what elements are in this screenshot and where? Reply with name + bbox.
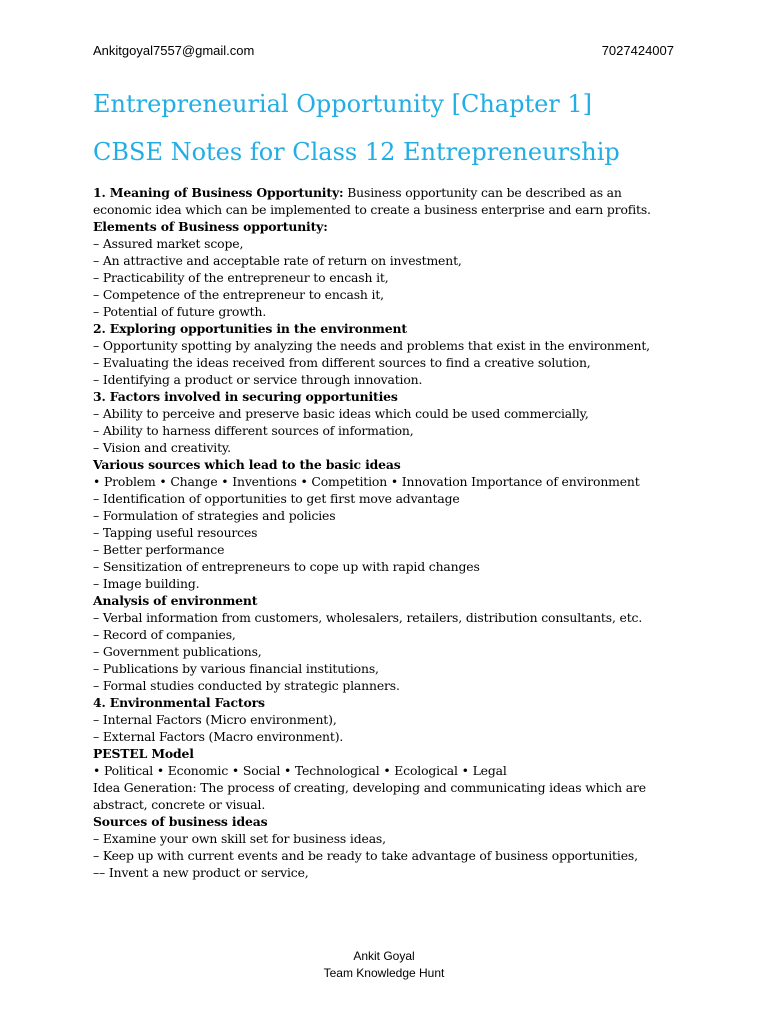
list-item: –– Invent a new product or service,: [93, 865, 309, 880]
list-item: – Ability to perceive and preserve basic ideas which could be used commercially,: [93, 406, 589, 421]
list-item: – Image building.: [93, 576, 200, 591]
list-item: – Vision and creativity.: [93, 440, 231, 455]
list-item: – Internal Factors (Micro environment),: [93, 712, 337, 727]
list-item: – Examine your own skill set for business ideas,: [93, 831, 386, 846]
list-item: – Practicability of the entrepreneur to encash it,: [93, 270, 389, 285]
list-item: – Better performance: [93, 542, 225, 557]
list-item: – Potential of future growth.: [93, 304, 267, 319]
notes-body: [93, 184, 683, 881]
list-item: – Competence of the entrepreneur to encash it,: [93, 287, 384, 302]
section-heading: Analysis of environment: [93, 593, 258, 608]
section-heading: Sources of business ideas: [93, 814, 268, 829]
footer-author: Ankit Goyal: [353, 949, 415, 963]
list-item: – Verbal information from customers, wholesalers, retailers, distribution consultants, etc.: [93, 610, 643, 625]
bullet-line: • Problem • Change • Inventions • Competition • Innovation Importance of environment: [93, 474, 640, 489]
list-item: – Government publications,: [93, 644, 262, 659]
definition-paragraph: Idea Generation: The process of creating, developing and communicating ideas which are abstract, concrete or visual.: [93, 780, 646, 812]
list-item: – Formal studies conducted by strategic planners.: [93, 678, 400, 693]
page-header: [93, 43, 674, 61]
page-footer: [0, 948, 768, 982]
list-item: – Identification of opportunities to get first move advantage: [93, 491, 460, 506]
section-heading: Elements of Business opportunity:: [93, 219, 328, 234]
list-item: – Ability to harness different sources of information,: [93, 423, 414, 438]
list-item: – Tapping useful resources: [93, 525, 258, 540]
bullet-line: • Political • Economic • Social • Technological • Ecological • Legal: [93, 763, 507, 778]
list-item: – Record of companies,: [93, 627, 236, 642]
list-item: – Assured market scope,: [93, 236, 244, 251]
list-item: – Keep up with current events and be ready to take advantage of business opportunities,: [93, 848, 638, 863]
section-heading: 1. Meaning of Business Opportunity:: [93, 185, 344, 200]
list-item: – An attractive and acceptable rate of return on investment,: [93, 253, 462, 268]
document-subtitle: CBSE Notes for Class 12 Entrepreneurship: [93, 138, 620, 166]
list-item: – Opportunity spotting by analyzing the needs and problems that exist in the environment,: [93, 338, 650, 353]
list-item: – Publications by various financial institutions,: [93, 661, 379, 676]
chapter-title: Entrepreneurial Opportunity [Chapter 1]: [93, 90, 593, 118]
section-heading: Various sources which lead to the basic ideas: [93, 457, 401, 472]
list-item: – Formulation of strategies and policies: [93, 508, 336, 523]
intro-paragraph: [93, 184, 683, 218]
list-item: – External Factors (Macro environment).: [93, 729, 344, 744]
author-email[interactable]: Ankitgoyal7557@gmail.com: [93, 43, 255, 58]
list-item: – Identifying a product or service through innovation.: [93, 372, 423, 387]
section-heading: 2. Exploring opportunities in the environment: [93, 321, 407, 336]
author-phone: 7027424007: [601, 43, 674, 58]
list-item: – Evaluating the ideas received from different sources to find a creative solution,: [93, 355, 591, 370]
section-heading: 4. Environmental Factors: [93, 695, 265, 710]
list-item: – Sensitization of entrepreneurs to cope up with rapid changes: [93, 559, 480, 574]
section-heading: 3. Factors involved in securing opportunities: [93, 389, 398, 404]
intro-text: Business opportunity can be described as an economic idea which can be implemented to create a business enterprise and earn profits.: [93, 185, 651, 217]
footer-team: Team Knowledge Hunt: [323, 966, 445, 980]
section-heading: PESTEL Model: [93, 746, 194, 761]
